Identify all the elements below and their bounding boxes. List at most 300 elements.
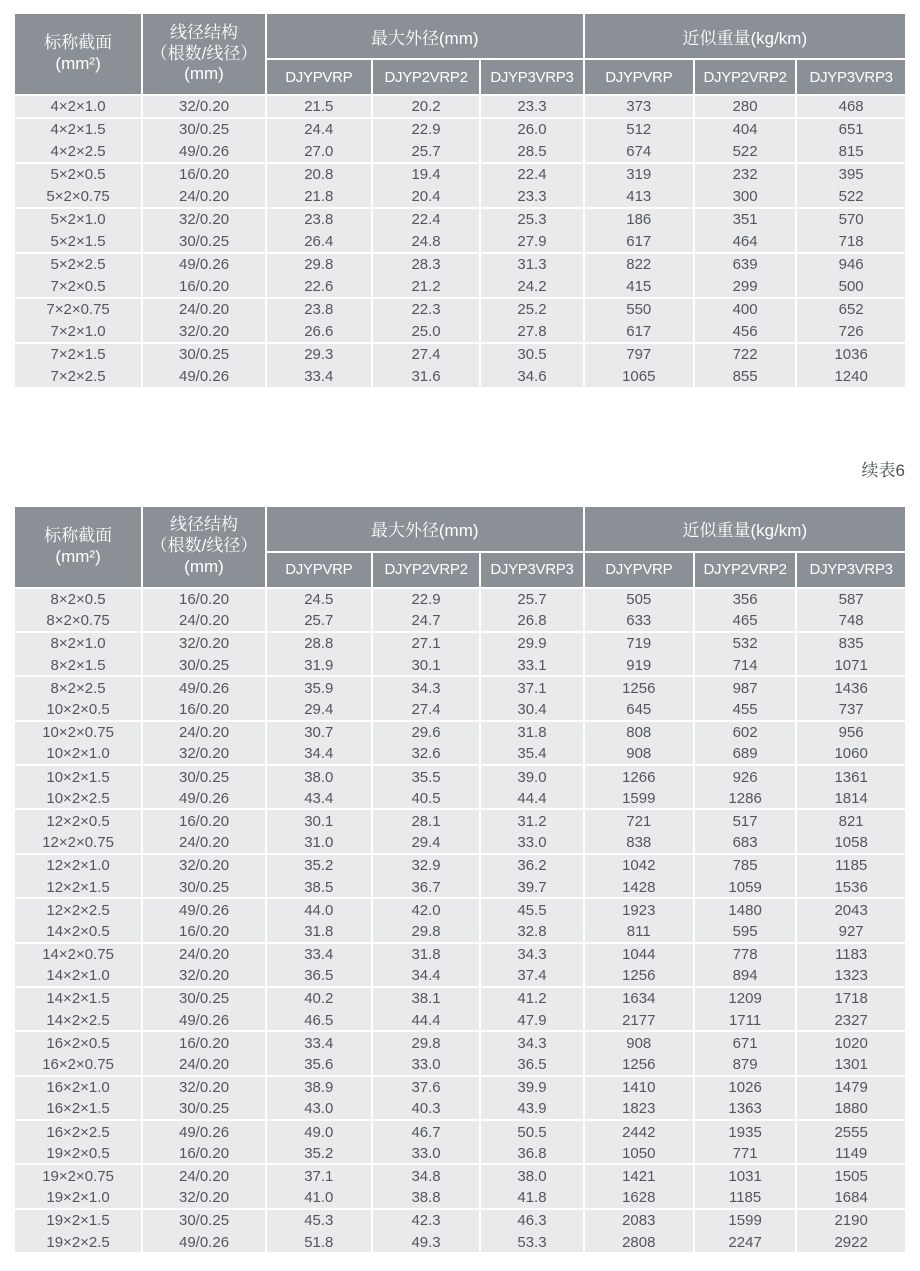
table-cell: 835 xyxy=(797,633,905,655)
table-cell: 1880 xyxy=(797,1099,905,1121)
table-cell: 51.8 xyxy=(267,1232,373,1254)
table-cell: 299 xyxy=(695,276,797,299)
table-cell: 1031 xyxy=(695,1165,797,1187)
table-cell: 926 xyxy=(695,766,797,788)
table-cell: 19×2×0.75 xyxy=(15,1165,143,1187)
table-cell: 1428 xyxy=(585,877,695,899)
table-cell: 34.4 xyxy=(267,744,373,766)
table-cell: 1050 xyxy=(585,1143,695,1165)
table-cell: 32/0.20 xyxy=(143,96,267,119)
table-cell: 404 xyxy=(695,119,797,142)
table-cell: 674 xyxy=(585,141,695,164)
table-cell: 232 xyxy=(695,164,797,187)
table-cell: 351 xyxy=(695,209,797,232)
header-subcol-djypvrp-2: DJYPVRP xyxy=(585,553,695,589)
table-cell: 14×2×1.0 xyxy=(15,966,143,988)
table-cell: 1410 xyxy=(585,1077,695,1099)
table-cell: 771 xyxy=(695,1143,797,1165)
table-cell: 16×2×2.5 xyxy=(15,1121,143,1143)
table-cell: 25.0 xyxy=(373,321,482,344)
table-cell: 12×2×2.5 xyxy=(15,899,143,921)
header-subcol-djypvrp-1: DJYPVRP xyxy=(267,60,373,96)
table-row xyxy=(15,1210,905,1232)
table-cell: 25.7 xyxy=(267,611,373,633)
table-cell: 1185 xyxy=(695,1188,797,1210)
table-cell: 16×2×0.75 xyxy=(15,1054,143,1076)
table-cell: 12×2×1.0 xyxy=(15,855,143,877)
table-cell: 956 xyxy=(797,722,905,744)
table-cell: 1436 xyxy=(797,677,905,699)
table-row xyxy=(15,766,905,788)
table-cell: 46.3 xyxy=(481,1210,584,1232)
table-cell: 10×2×0.5 xyxy=(15,699,143,721)
table-cell: 1256 xyxy=(585,1054,695,1076)
table-row xyxy=(15,119,905,142)
table-cell: 1823 xyxy=(585,1099,695,1121)
table-cell: 721 xyxy=(585,810,695,832)
table-cell: 16/0.20 xyxy=(143,276,267,299)
table-row xyxy=(15,810,905,832)
table-row xyxy=(15,96,905,119)
table-cell: 49/0.26 xyxy=(143,366,267,389)
table-cell: 319 xyxy=(585,164,695,187)
table-row xyxy=(15,141,905,164)
table-cell: 595 xyxy=(695,921,797,943)
table-cell: 30.5 xyxy=(481,344,584,367)
header-wire-structure-line2: （根数/线径） xyxy=(150,43,258,63)
table-cell: 49/0.26 xyxy=(143,677,267,699)
table-cell: 737 xyxy=(797,699,905,721)
table-row xyxy=(15,833,905,855)
table-cell: 40.3 xyxy=(373,1099,482,1121)
table-cell: 718 xyxy=(797,231,905,254)
table-cell: 19×2×1.5 xyxy=(15,1210,143,1232)
table-row xyxy=(15,1143,905,1165)
table-cell: 1536 xyxy=(797,877,905,899)
table-cell: 1240 xyxy=(797,366,905,389)
table-row xyxy=(15,988,905,1010)
table-cell: 602 xyxy=(695,722,797,744)
table-cell: 30/0.25 xyxy=(143,1099,267,1121)
table-cell: 40.5 xyxy=(373,788,482,810)
header-nominal-section xyxy=(15,507,143,589)
table-cell: 34.3 xyxy=(373,677,482,699)
table-cell: 22.4 xyxy=(481,164,584,187)
table-cell: 33.4 xyxy=(267,944,373,966)
table-cell: 10×2×1.0 xyxy=(15,744,143,766)
table-cell: 1628 xyxy=(585,1188,695,1210)
table-cell: 16/0.20 xyxy=(143,589,267,611)
table-cell: 38.0 xyxy=(267,766,373,788)
table-cell: 617 xyxy=(585,321,695,344)
table-cell: 14×2×0.75 xyxy=(15,944,143,966)
table-row xyxy=(15,966,905,988)
table-cell: 24.7 xyxy=(373,611,482,633)
table-cell: 5×2×2.5 xyxy=(15,254,143,277)
table-cell: 822 xyxy=(585,254,695,277)
header-subcol-djyp2vrp2-1: DJYP2VRP2 xyxy=(373,60,482,96)
table-cell: 415 xyxy=(585,276,695,299)
table-cell: 33.0 xyxy=(481,833,584,855)
table-cell: 36.5 xyxy=(481,1054,584,1076)
table-cell: 37.6 xyxy=(373,1077,482,1099)
table-1-body xyxy=(15,96,905,389)
table-cell: 465 xyxy=(695,611,797,633)
table-cell: 33.0 xyxy=(373,1054,482,1076)
table-cell: 49/0.26 xyxy=(143,899,267,921)
header-group-approx-weight: 近似重量(kg/km) xyxy=(585,14,905,60)
table-row xyxy=(15,1165,905,1187)
table-cell: 32/0.20 xyxy=(143,209,267,232)
table-cell: 26.6 xyxy=(267,321,373,344)
header-subcol-djyp2vrp2-1: DJYP2VRP2 xyxy=(373,553,482,589)
table-cell: 34.4 xyxy=(373,966,482,988)
table-cell: 32.9 xyxy=(373,855,482,877)
table-cell: 1323 xyxy=(797,966,905,988)
table-cell: 8×2×0.5 xyxy=(15,589,143,611)
table-cell: 33.0 xyxy=(373,1143,482,1165)
table-cell: 38.5 xyxy=(267,877,373,899)
table-cell: 645 xyxy=(585,699,695,721)
table-cell: 50.5 xyxy=(481,1121,584,1143)
table-row xyxy=(15,589,905,611)
table-cell: 32/0.20 xyxy=(143,321,267,344)
table-cell: 5×2×0.5 xyxy=(15,164,143,187)
table-cell: 748 xyxy=(797,611,905,633)
table-row xyxy=(15,1077,905,1099)
table-cell: 24/0.20 xyxy=(143,833,267,855)
table-cell: 38.1 xyxy=(373,988,482,1010)
table-cell: 1711 xyxy=(695,1010,797,1032)
table-cell: 38.0 xyxy=(481,1165,584,1187)
table-cell: 16/0.20 xyxy=(143,164,267,187)
table-cell: 5×2×0.75 xyxy=(15,186,143,209)
table-cell: 22.4 xyxy=(373,209,482,232)
table-row xyxy=(15,1032,905,1054)
table-cell: 1026 xyxy=(695,1077,797,1099)
header-wire-structure-line3: (mm) xyxy=(184,556,224,576)
table-cell: 1256 xyxy=(585,677,695,699)
header-subcol-djyp3vrp3-2: DJYP3VRP3 xyxy=(797,60,905,96)
table-cell: 719 xyxy=(585,633,695,655)
table-cell: 456 xyxy=(695,321,797,344)
table-cell: 24/0.20 xyxy=(143,1165,267,1187)
header-subcol-djyp2vrp2-2: DJYP2VRP2 xyxy=(695,553,797,589)
header-wire-structure-line1: 线径结构 xyxy=(170,22,238,42)
table-row xyxy=(15,344,905,367)
table-cell: 652 xyxy=(797,299,905,322)
header-nominal-section-line1: 标称截面 xyxy=(44,525,113,545)
table-cell: 29.8 xyxy=(373,1032,482,1054)
table-cell: 24.8 xyxy=(373,231,482,254)
header-wire-structure xyxy=(143,14,267,96)
header-subcol-djypvrp-1: DJYPVRP xyxy=(267,553,373,589)
table-row xyxy=(15,855,905,877)
table-cell: 30/0.25 xyxy=(143,344,267,367)
header-wire-structure-line2: （根数/线径） xyxy=(150,536,258,556)
table-cell: 19×2×2.5 xyxy=(15,1232,143,1254)
table-cell: 33.4 xyxy=(267,1032,373,1054)
table-row xyxy=(15,722,905,744)
table-cell: 10×2×1.5 xyxy=(15,766,143,788)
table-cell: 33.1 xyxy=(481,655,584,677)
table-cell: 4×2×1.0 xyxy=(15,96,143,119)
table-row xyxy=(15,1121,905,1143)
table-cell: 31.0 xyxy=(267,833,373,855)
header-subcol-djyp3vrp3-1: DJYP3VRP3 xyxy=(481,60,584,96)
header-subcol-djypvrp-2: DJYPVRP xyxy=(585,60,695,96)
table-cell: 35.4 xyxy=(481,744,584,766)
table-cell: 908 xyxy=(585,744,695,766)
table-cell: 4×2×1.5 xyxy=(15,119,143,142)
table-cell: 633 xyxy=(585,611,695,633)
table-cell: 30/0.25 xyxy=(143,655,267,677)
table-cell: 1256 xyxy=(585,966,695,988)
table-row xyxy=(15,744,905,766)
table-cell: 19.4 xyxy=(373,164,482,187)
table-cell: 2247 xyxy=(695,1232,797,1254)
table-cell: 40.2 xyxy=(267,988,373,1010)
table-cell: 35.5 xyxy=(373,766,482,788)
table-cell: 29.8 xyxy=(267,254,373,277)
table-cell: 21.2 xyxy=(373,276,482,299)
table-cell: 30/0.25 xyxy=(143,988,267,1010)
table-cell: 34.6 xyxy=(481,366,584,389)
table-cell: 39.0 xyxy=(481,766,584,788)
table-cell: 855 xyxy=(695,366,797,389)
table-cell: 10×2×0.75 xyxy=(15,722,143,744)
table-cell: 29.8 xyxy=(373,921,482,943)
table-cell: 28.1 xyxy=(373,810,482,832)
table-cell: 16/0.20 xyxy=(143,1143,267,1165)
table-cell: 36.5 xyxy=(267,966,373,988)
table-row xyxy=(15,633,905,655)
table-cell: 1479 xyxy=(797,1077,905,1099)
table-cell: 8×2×1.5 xyxy=(15,655,143,677)
table-cell: 29.6 xyxy=(373,722,482,744)
table-cell: 24/0.20 xyxy=(143,1054,267,1076)
table-cell: 35.6 xyxy=(267,1054,373,1076)
table-cell: 28.8 xyxy=(267,633,373,655)
header-nominal-section xyxy=(15,14,143,96)
table-cell: 808 xyxy=(585,722,695,744)
table-cell: 43.0 xyxy=(267,1099,373,1121)
table-cell: 821 xyxy=(797,810,905,832)
table-cell: 30/0.25 xyxy=(143,877,267,899)
table-cell: 16/0.20 xyxy=(143,1032,267,1054)
table-cell: 32/0.20 xyxy=(143,1077,267,1099)
table-cell: 20.2 xyxy=(373,96,482,119)
table-row xyxy=(15,899,905,921)
table-cell: 27.1 xyxy=(373,633,482,655)
table-cell: 44.4 xyxy=(373,1010,482,1032)
table-cell: 32/0.20 xyxy=(143,1188,267,1210)
table-cell: 22.3 xyxy=(373,299,482,322)
table-cell: 464 xyxy=(695,231,797,254)
table-cell: 22.9 xyxy=(373,119,482,142)
table-row xyxy=(15,611,905,633)
table-cell: 1044 xyxy=(585,944,695,966)
table-cell: 31.8 xyxy=(373,944,482,966)
table-cell: 37.1 xyxy=(267,1165,373,1187)
table-cell: 31.3 xyxy=(481,254,584,277)
table-cell: 1036 xyxy=(797,344,905,367)
table-row xyxy=(15,1099,905,1121)
table-cell: 12×2×0.5 xyxy=(15,810,143,832)
table-cell: 34.3 xyxy=(481,1032,584,1054)
table-cell: 522 xyxy=(695,141,797,164)
table-cell: 726 xyxy=(797,321,905,344)
table-cell: 8×2×2.5 xyxy=(15,677,143,699)
table-cell: 30.1 xyxy=(373,655,482,677)
table-cell: 689 xyxy=(695,744,797,766)
table-cell: 14×2×0.5 xyxy=(15,921,143,943)
table-cell: 7×2×1.5 xyxy=(15,344,143,367)
table-cell: 19×2×1.0 xyxy=(15,1188,143,1210)
header-nominal-section-line2: (mm²) xyxy=(55,54,101,73)
table-cell: 24/0.20 xyxy=(143,186,267,209)
header-group-approx-weight: 近似重量(kg/km) xyxy=(585,507,905,553)
table-cell: 927 xyxy=(797,921,905,943)
table-cell: 36.7 xyxy=(373,877,482,899)
table-cell: 36.8 xyxy=(481,1143,584,1165)
table-cell: 44.0 xyxy=(267,899,373,921)
cable-spec-table-1 xyxy=(15,14,905,389)
table-cell: 42.3 xyxy=(373,1210,482,1232)
table-cell: 2327 xyxy=(797,1010,905,1032)
table-cell: 512 xyxy=(585,119,695,142)
table-cell: 14×2×2.5 xyxy=(15,1010,143,1032)
table-cell: 1363 xyxy=(695,1099,797,1121)
table-cell: 28.5 xyxy=(481,141,584,164)
table-cell: 29.4 xyxy=(267,699,373,721)
table-cell: 280 xyxy=(695,96,797,119)
table-cell: 35.9 xyxy=(267,677,373,699)
table-cell: 35.2 xyxy=(267,1143,373,1165)
table-cell: 31.6 xyxy=(373,366,482,389)
table-cell: 27.8 xyxy=(481,321,584,344)
table-cell: 2083 xyxy=(585,1210,695,1232)
table-cell: 1599 xyxy=(585,788,695,810)
table-cell: 16/0.20 xyxy=(143,699,267,721)
table-cell: 1058 xyxy=(797,833,905,855)
table-cell: 1634 xyxy=(585,988,695,1010)
table-cell: 27.9 xyxy=(481,231,584,254)
table-cell: 30/0.25 xyxy=(143,1210,267,1232)
continuation-label: 续表6 xyxy=(861,460,905,480)
table-cell: 587 xyxy=(797,589,905,611)
table-cell: 31.9 xyxy=(267,655,373,677)
table-cell: 455 xyxy=(695,699,797,721)
table-cell: 29.4 xyxy=(373,833,482,855)
table-cell: 16×2×1.5 xyxy=(15,1099,143,1121)
table-cell: 20.8 xyxy=(267,164,373,187)
table-row xyxy=(15,677,905,699)
table-cell: 1042 xyxy=(585,855,695,877)
table-cell: 23.8 xyxy=(267,209,373,232)
table-cell: 1505 xyxy=(797,1165,905,1187)
table-cell: 1209 xyxy=(695,988,797,1010)
table-cell: 36.2 xyxy=(481,855,584,877)
table-cell: 10×2×2.5 xyxy=(15,788,143,810)
table-cell: 25.2 xyxy=(481,299,584,322)
table-cell: 550 xyxy=(585,299,695,322)
header-nominal-section-line1: 标称截面 xyxy=(44,33,113,53)
table-cell: 23.3 xyxy=(481,186,584,209)
table-row xyxy=(15,1188,905,1210)
table-cell: 24.5 xyxy=(267,589,373,611)
table-cell: 32/0.20 xyxy=(143,744,267,766)
table-cell: 1149 xyxy=(797,1143,905,1165)
header-nominal-section-line2: (mm²) xyxy=(55,546,101,566)
table-cell: 47.9 xyxy=(481,1010,584,1032)
table-cell: 39.9 xyxy=(481,1077,584,1099)
table-cell: 2190 xyxy=(797,1210,905,1232)
table-cell: 987 xyxy=(695,677,797,699)
table-cell: 35.2 xyxy=(267,855,373,877)
table-cell: 31.8 xyxy=(267,921,373,943)
table-row xyxy=(15,788,905,810)
table-cell: 1684 xyxy=(797,1188,905,1210)
table-cell: 25.7 xyxy=(373,141,482,164)
table-cell: 41.0 xyxy=(267,1188,373,1210)
table-cell: 24/0.20 xyxy=(143,722,267,744)
table-cell: 37.4 xyxy=(481,966,584,988)
table-cell: 500 xyxy=(797,276,905,299)
table-row xyxy=(15,209,905,232)
table-row xyxy=(15,299,905,322)
table-cell: 28.3 xyxy=(373,254,482,277)
table-cell: 2922 xyxy=(797,1232,905,1254)
table-cell: 30/0.25 xyxy=(143,231,267,254)
table-cell: 1480 xyxy=(695,899,797,921)
table-cell: 1185 xyxy=(797,855,905,877)
table-cell: 570 xyxy=(797,209,905,232)
table-cell: 49/0.26 xyxy=(143,1010,267,1032)
table-cell: 24.2 xyxy=(481,276,584,299)
table-cell: 815 xyxy=(797,141,905,164)
table-cell: 34.3 xyxy=(481,944,584,966)
table-cell: 39.7 xyxy=(481,877,584,899)
table-cell: 785 xyxy=(695,855,797,877)
table-cell: 32/0.20 xyxy=(143,855,267,877)
table-row xyxy=(15,366,905,389)
table-cell: 1935 xyxy=(695,1121,797,1143)
header-wire-structure-line1: 线径结构 xyxy=(170,515,238,535)
table-cell: 797 xyxy=(585,344,695,367)
table-cell: 24/0.20 xyxy=(143,611,267,633)
table-cell: 894 xyxy=(695,966,797,988)
table-cell: 1183 xyxy=(797,944,905,966)
table-cell: 24/0.20 xyxy=(143,299,267,322)
table-row xyxy=(15,231,905,254)
table-cell: 1266 xyxy=(585,766,695,788)
table-cell: 919 xyxy=(585,655,695,677)
table-cell: 522 xyxy=(797,186,905,209)
table-cell: 5×2×1.5 xyxy=(15,231,143,254)
table-row xyxy=(15,655,905,677)
table-cell: 25.3 xyxy=(481,209,584,232)
table-cell: 27.4 xyxy=(373,699,482,721)
table-cell: 49/0.26 xyxy=(143,1121,267,1143)
table-cell: 32/0.20 xyxy=(143,633,267,655)
table-cell: 1060 xyxy=(797,744,905,766)
header-subcol-djyp3vrp3-1: DJYP3VRP3 xyxy=(481,553,584,589)
table-cell: 1059 xyxy=(695,877,797,899)
table-row xyxy=(15,164,905,187)
table-cell: 722 xyxy=(695,344,797,367)
table-cell: 19×2×0.5 xyxy=(15,1143,143,1165)
